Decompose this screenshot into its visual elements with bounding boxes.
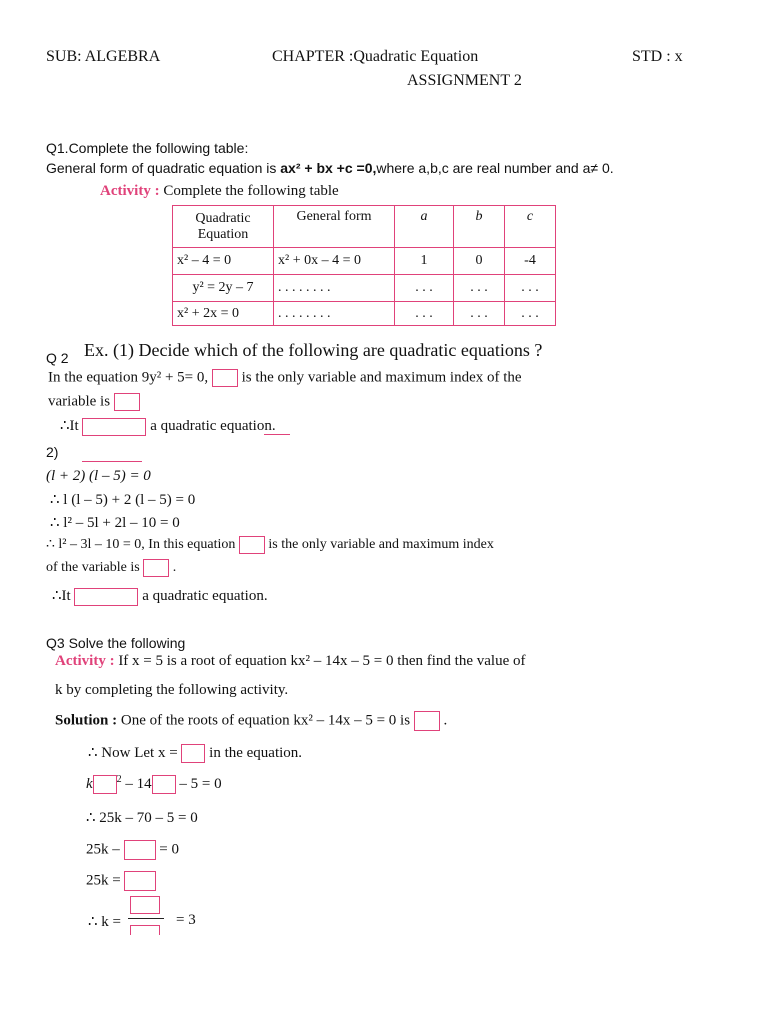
table-cell: . . .	[395, 302, 454, 326]
q3-solution-label: Solution :	[55, 712, 118, 729]
q3-step2-exponent: 2	[116, 774, 122, 785]
decorative-mark	[264, 434, 290, 439]
q2-line2	[48, 393, 140, 411]
q3-solution-text: One of the roots of equation kx² – 14x – 5 = 0 is	[117, 712, 411, 729]
q3-step2	[86, 774, 222, 794]
assignment-title: ASSIGNMENT 2	[407, 72, 522, 89]
q2-line2-text: variable is	[48, 393, 111, 410]
table-header-cell: c	[505, 206, 556, 248]
q2-line3-b: a quadratic equation.	[150, 418, 276, 434]
q2-step4-b: is the only variable and maximum index	[268, 537, 494, 553]
q1-general-prefix: General form of quadratic equation is	[46, 160, 281, 176]
q2-title: Ex. (1) Decide which of the following are quadratic equations ?	[84, 340, 543, 360]
answer-box[interactable]	[152, 775, 176, 794]
std-label: STD : x	[632, 48, 683, 65]
table-cell: 0	[454, 248, 505, 275]
table-header-cell: a	[395, 206, 454, 248]
answer-box[interactable]	[93, 775, 117, 794]
q3-step5	[86, 871, 156, 891]
q2-step3: ∴ l² – 5l + 2l – 10 = 0	[50, 515, 180, 531]
table-cell: . . .	[395, 275, 454, 302]
table-cell: . . .	[505, 302, 556, 326]
q3-step4	[86, 840, 179, 860]
q3-step4-a: 25k –	[86, 841, 120, 858]
q1-title: Q1.Complete the following table:	[46, 140, 249, 156]
q1-activity-table	[172, 205, 556, 326]
answer-box[interactable]	[143, 559, 169, 577]
q3-activity	[55, 653, 525, 670]
answer-box[interactable]	[114, 393, 140, 411]
q3-activity-label: Activity :	[55, 653, 115, 669]
chapter-label: CHAPTER :Quadratic Equation	[272, 48, 479, 65]
q2-part2-label: 2)	[46, 444, 59, 460]
table-cell: 1	[395, 248, 454, 275]
table-header-cell: General form	[274, 206, 395, 248]
q1-activity	[100, 183, 339, 200]
q3-step1	[88, 743, 302, 763]
q1-general-formula: ax² + bx +c =0,	[280, 160, 377, 176]
answer-box[interactable]	[124, 840, 156, 860]
table-cell: . . . . . . . .	[274, 302, 395, 326]
answer-box-wide[interactable]	[74, 588, 138, 606]
table-cell: x² – 4 = 0	[173, 248, 274, 275]
q2-step4	[46, 536, 494, 554]
answer-box[interactable]	[212, 369, 238, 387]
q3-solution-end: .	[443, 712, 448, 729]
q3-step1-a: ∴ Now Let x =	[88, 745, 178, 761]
q3-step2-k: k	[86, 776, 93, 792]
table-cell: y² = 2y – 7	[173, 275, 274, 302]
q3-step3: ∴ 25k – 70 – 5 = 0	[86, 810, 198, 826]
q3-solution	[55, 711, 447, 731]
answer-box[interactable]	[124, 871, 156, 891]
q3-activity-text2: k by completing the following activity.	[55, 682, 289, 698]
q3-title: Q3 Solve the following	[46, 635, 186, 651]
q2-step6-a: ∴It	[52, 588, 71, 604]
q3-step1-b: in the equation.	[209, 745, 303, 761]
q2-label: Q 2	[46, 350, 69, 366]
fraction-denominator-box[interactable]	[130, 925, 162, 935]
table-cell: x² + 0x – 4 = 0	[274, 248, 395, 275]
table-row	[173, 302, 556, 326]
q2-step2: ∴ l (l – 5) + 2 (l – 5) = 0	[50, 492, 196, 508]
q2-line3-a: ∴It	[60, 418, 79, 434]
q1-general-form	[46, 160, 614, 176]
table-header-cell: Quadratic Equation	[173, 206, 274, 248]
divider-line	[82, 461, 142, 462]
q2-step4-a: ∴ l² – 3l – 10 = 0, In this equation	[46, 537, 236, 553]
table-cell: -4	[505, 248, 556, 275]
q2-step5	[46, 559, 176, 577]
q1-activity-label: Activity :	[100, 183, 160, 199]
table-cell: . . . . . . . .	[274, 275, 395, 302]
q2-step6	[52, 586, 268, 606]
q3-step5-a: 25k =	[86, 872, 121, 889]
q2-line1	[48, 369, 522, 387]
q3-step2-c: – 5 = 0	[179, 776, 222, 792]
q1-general-suffix: where a,b,c are real number and a≠ 0.	[376, 160, 614, 176]
q2-step5-text: of the variable is	[46, 560, 140, 576]
table-header-cell: b	[454, 206, 505, 248]
q3-step6-lhs: ∴ k =	[88, 914, 122, 930]
q3-step6-result: = 3	[176, 912, 196, 928]
q2-line3	[60, 416, 276, 436]
q3-activity-text: If x = 5 is a root of equation kx² – 14x – 5 = 0 then find the value of	[114, 653, 526, 669]
fraction-bar	[128, 918, 164, 919]
table-cell: . . .	[454, 275, 505, 302]
subject-label: SUB: ALGEBRA	[46, 48, 161, 65]
answer-box[interactable]	[414, 711, 440, 731]
q2-step1: (l + 2) (l – 5) = 0	[46, 468, 151, 484]
q3-step2-b: – 14	[125, 776, 152, 792]
table-cell: x² + 2x = 0	[173, 302, 274, 326]
table-header-row	[173, 206, 556, 248]
q2-line1-b: is the only variable and maximum index of the	[241, 369, 522, 386]
table-row	[173, 248, 556, 275]
q1-activity-text: Complete the following table	[163, 183, 339, 199]
fraction-numerator-box[interactable]	[130, 896, 162, 914]
q3-step4-b: = 0	[159, 841, 179, 858]
table-row	[173, 275, 556, 302]
q2-step6-b: a quadratic equation.	[142, 588, 268, 604]
answer-box-wide[interactable]	[82, 418, 146, 436]
q2-line1-a: In the equation 9y² + 5= 0,	[48, 369, 209, 386]
answer-box[interactable]	[181, 744, 205, 763]
q2-step5-end: .	[172, 560, 177, 576]
answer-box[interactable]	[239, 536, 265, 554]
table-cell: . . .	[454, 302, 505, 326]
table-cell: . . .	[505, 275, 556, 302]
